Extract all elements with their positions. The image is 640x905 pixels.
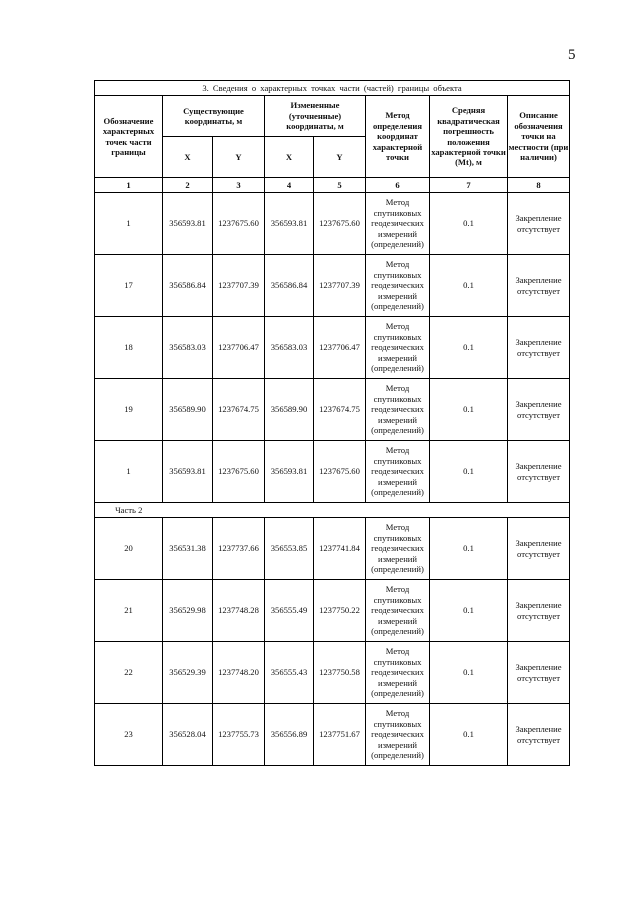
- cell-existing-x: 356589.90: [163, 379, 213, 441]
- header-changed-x: X: [265, 137, 314, 178]
- header-accuracy: Средняя квадратическая погрешность положения характерной точки (Mt), м: [430, 96, 508, 178]
- header-description: Описание обозначения точки на местности (при наличии): [508, 96, 570, 178]
- cell-changed-x: 356589.90: [265, 379, 314, 441]
- cell-point-id: 1: [95, 193, 163, 255]
- cell-point-id: 1: [95, 441, 163, 503]
- page-number: 5: [568, 47, 576, 63]
- cell-description: Закрепление отсутствует: [508, 379, 570, 441]
- table-row: [95, 580, 570, 642]
- cell-description: Закрепление отсутствует: [508, 255, 570, 317]
- cell-changed-x: 356553.85: [265, 518, 314, 580]
- section-title: 3. Сведения о характерных точках части (частей) границы объекта: [95, 81, 570, 96]
- cell-existing-y: 1237755.73: [213, 704, 265, 766]
- cell-changed-x: 356555.43: [265, 642, 314, 704]
- cell-method: Метод спутниковых геодезических измерений (определений): [366, 255, 430, 317]
- cell-existing-x: 356583.03: [163, 317, 213, 379]
- cell-existing-y: 1237707.39: [213, 255, 265, 317]
- cell-accuracy: 0.1: [430, 642, 508, 704]
- cell-existing-x: 356529.39: [163, 642, 213, 704]
- cell-existing-x: 356593.81: [163, 441, 213, 503]
- cell-existing-y: 1237737.66: [213, 518, 265, 580]
- cell-description: Закрепление отсутствует: [508, 317, 570, 379]
- header-changed-coordinates: Измененные (уточненные) координаты, м: [265, 96, 366, 137]
- cell-existing-x: 356593.81: [163, 193, 213, 255]
- cell-point-id: 22: [95, 642, 163, 704]
- cell-existing-y: 1237675.60: [213, 193, 265, 255]
- cell-description: Закрепление отсутствует: [508, 193, 570, 255]
- cell-changed-y: 1237750.58: [314, 642, 366, 704]
- header-method: Метод определения координат характерной точки: [366, 96, 430, 178]
- cell-changed-x: 356593.81: [265, 193, 314, 255]
- cell-description: Закрепление отсутствует: [508, 704, 570, 766]
- cell-existing-y: 1237748.28: [213, 580, 265, 642]
- cell-existing-x: 356529.98: [163, 580, 213, 642]
- cell-changed-x: 356586.84: [265, 255, 314, 317]
- column-number: 5: [314, 178, 366, 193]
- table-row: [95, 441, 570, 503]
- header-existing-x: X: [163, 137, 213, 178]
- cell-point-id: 18: [95, 317, 163, 379]
- cell-point-id: 20: [95, 518, 163, 580]
- cell-accuracy: 0.1: [430, 704, 508, 766]
- part-label: Часть 2: [95, 503, 163, 518]
- cell-point-id: 19: [95, 379, 163, 441]
- cell-accuracy: 0.1: [430, 379, 508, 441]
- cell-changed-y: 1237707.39: [314, 255, 366, 317]
- part-separator-row: [95, 503, 570, 518]
- cell-accuracy: 0.1: [430, 193, 508, 255]
- cell-changed-x: 356583.03: [265, 317, 314, 379]
- table-row: [95, 704, 570, 766]
- column-number: 7: [430, 178, 508, 193]
- cell-accuracy: 0.1: [430, 317, 508, 379]
- cell-changed-y: 1237675.60: [314, 441, 366, 503]
- header-existing-coordinates: Существующие координаты, м: [163, 96, 265, 137]
- table-row: [95, 255, 570, 317]
- cell-description: Закрепление отсутствует: [508, 518, 570, 580]
- column-number-row: [95, 178, 570, 193]
- cell-changed-y: 1237674.75: [314, 379, 366, 441]
- cell-changed-x: 356556.89: [265, 704, 314, 766]
- cell-method: Метод спутниковых геодезических измерений (определений): [366, 193, 430, 255]
- cell-existing-x: 356528.04: [163, 704, 213, 766]
- cell-method: Метод спутниковых геодезических измерений (определений): [366, 317, 430, 379]
- cell-changed-y: 1237750.22: [314, 580, 366, 642]
- cell-point-id: 17: [95, 255, 163, 317]
- cell-method: Метод спутниковых геодезических измерений (определений): [366, 379, 430, 441]
- column-number: 6: [366, 178, 430, 193]
- cell-existing-x: 356531.38: [163, 518, 213, 580]
- boundary-points-table: [94, 80, 570, 766]
- cell-changed-x: 356593.81: [265, 441, 314, 503]
- cell-accuracy: 0.1: [430, 255, 508, 317]
- cell-changed-y: 1237751.67: [314, 704, 366, 766]
- cell-accuracy: 0.1: [430, 518, 508, 580]
- cell-method: Метод спутниковых геодезических измерений (определений): [366, 642, 430, 704]
- cell-changed-y: 1237741.84: [314, 518, 366, 580]
- cell-method: Метод спутниковых геодезических измерений (определений): [366, 441, 430, 503]
- table-row: [95, 193, 570, 255]
- cell-accuracy: 0.1: [430, 580, 508, 642]
- cell-description: Закрепление отсутствует: [508, 642, 570, 704]
- cell-existing-y: 1237748.20: [213, 642, 265, 704]
- cell-method: Метод спутниковых геодезических измерений (определений): [366, 704, 430, 766]
- cell-existing-y: 1237706.47: [213, 317, 265, 379]
- column-number: 8: [508, 178, 570, 193]
- cell-existing-x: 356586.84: [163, 255, 213, 317]
- header-existing-y: Y: [213, 137, 265, 178]
- cell-point-id: 21: [95, 580, 163, 642]
- cell-description: Закрепление отсутствует: [508, 580, 570, 642]
- header-changed-y: Y: [314, 137, 366, 178]
- table-row: [95, 317, 570, 379]
- column-number: 2: [163, 178, 213, 193]
- cell-point-id: 23: [95, 704, 163, 766]
- table-row: [95, 379, 570, 441]
- cell-existing-y: 1237675.60: [213, 441, 265, 503]
- part-label-spacer: [163, 503, 570, 518]
- column-number: 1: [95, 178, 163, 193]
- table-row: [95, 518, 570, 580]
- table-row: [95, 642, 570, 704]
- column-number: 3: [213, 178, 265, 193]
- header-point-designation: Обозначение характерных точек части границы: [95, 96, 163, 178]
- cell-accuracy: 0.1: [430, 441, 508, 503]
- cell-changed-y: 1237675.60: [314, 193, 366, 255]
- cell-changed-y: 1237706.47: [314, 317, 366, 379]
- cell-method: Метод спутниковых геодезических измерений (определений): [366, 518, 430, 580]
- column-number: 4: [265, 178, 314, 193]
- cell-description: Закрепление отсутствует: [508, 441, 570, 503]
- cell-changed-x: 356555.49: [265, 580, 314, 642]
- cell-existing-y: 1237674.75: [213, 379, 265, 441]
- cell-method: Метод спутниковых геодезических измерений (определений): [366, 580, 430, 642]
